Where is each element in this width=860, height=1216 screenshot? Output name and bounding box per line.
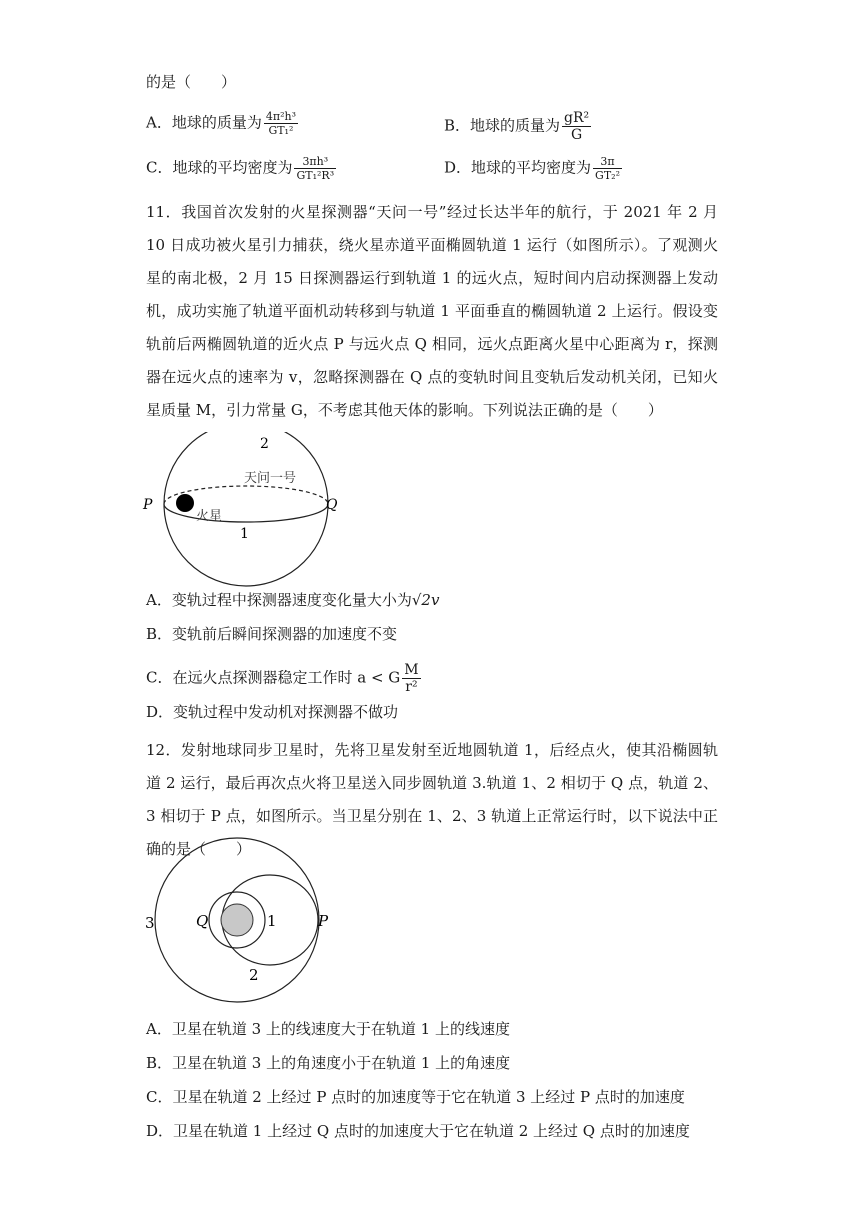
formula-fraction: $\frac{\text{4π²h³}}{\text{GT₁²}}$ [265, 110, 296, 137]
label-q: Q [326, 497, 338, 513]
mars-dot [176, 494, 194, 512]
q10-option-c: C．地球的平均密度为 $\frac{\text{3πh³}}{\text{GT₁²R³}}$ [146, 155, 335, 182]
label-p: P [318, 912, 329, 930]
formula-fraction: $\frac{\text{3πh³}}{\text{GT₁²R³}}$ [296, 155, 335, 182]
q10-option-b: B．地球的质量为 $\frac{\text{gR²}}{G}$ [444, 110, 590, 143]
q12-option-a: A．卫星在轨道 3 上的线速度大于在轨道 1 上的线速度 [146, 1020, 510, 1038]
label-orbit-2: 2 [249, 966, 259, 984]
q10-option-d: D．地球的平均密度为 $\frac{3\pi}{\text{GT₂²}}$ [444, 155, 620, 182]
q12-stem: 12．发射地球同步卫星时，先将卫星发射至近地圆轨道 1，后经点火，使其沿椭圆轨道 2 运行，最后再次点火将卫星送入同步圆轨道 3.轨道 1、2 相切于 Q 点，轨道 2、3 相切于 P 点，如图所示。当卫星分别在 1、2、3 轨道上正常运行时，以下说法中正确的是（ ） [146, 741, 718, 858]
q11-orbit-figure [140, 432, 350, 592]
label-mars: 火星 [196, 509, 223, 524]
q11-option-d: D．变轨过程中发动机对探测器不做功 [146, 703, 399, 721]
q10-option-a: A．地球的质量为 $\frac{\text{4π²h³}}{\text{GT₁²}}$ [146, 110, 296, 137]
formula-fraction: $\frac{3\pi}{\text{GT₂²}}$ [595, 155, 620, 182]
label-orbit-1: 1 [267, 912, 277, 930]
q11-option-c: C．在远火点探测器稳定工作时 a < G $\frac{M}{\text{r²}}$ [146, 662, 419, 695]
q12-option-d: D．卫星在轨道 1 上经过 Q 点时的加速度大于它在轨道 2 上经过 Q 点时的加速度 [146, 1122, 690, 1140]
label-orbit-2: 2 [260, 436, 269, 452]
formula-fraction: $\frac{M}{\text{r²}}$ [404, 662, 419, 695]
label-orbit-3: 3 [145, 914, 155, 932]
q12-option-c: C．卫星在轨道 2 上经过 P 点时的加速度等于它在轨道 3 上经过 P 点时的加速度 [146, 1088, 685, 1106]
question-stem-tail: 的是（ ） [146, 73, 237, 91]
q12-orbit-figure [140, 830, 340, 1010]
label-orbit-1: 1 [240, 526, 249, 542]
label-q: Q [196, 912, 209, 930]
label-p: P [143, 497, 153, 513]
label-probe: 天问一号 [244, 471, 297, 486]
q11-option-a: A．变轨过程中探测器速度变化量大小为√2v [146, 591, 440, 609]
q11-option-b: B．变轨前后瞬间探测器的加速度不变 [146, 625, 398, 643]
earth [221, 904, 253, 936]
formula-fraction: $\frac{\text{gR²}}{G}$ [564, 110, 590, 143]
q12-option-b: B．卫星在轨道 3 上的角速度小于在轨道 1 上的角速度 [146, 1054, 511, 1072]
q11-stem: 11．我国首次发射的火星探测器“天问一号”经过长达半年的航行，于 2021 年 2 月 10 日成功被火星引力捕获，绕火星赤道平面椭圆轨道 1 运行（如图所示）。了观测火星的南北极，2 月 15 日探测器运行到轨道 1 的远火点，短时间内启动探测器上发动机，成功实施了轨道平面机动转移到与轨道 1 平面垂直的椭圆轨道 2 上运行。假设变轨前后两椭圆轨道的近火点 P 与远火点 Q 相同，远火点距离火星中心距离为 r，探测器在远火点的速率为 v，忽略探测器在 Q 点的变轨时间且变轨后发动机关闭，已知火星质量 M，引力常量 G，不考虑其他天体的影响。下列说法正确的是（ ） [146, 203, 718, 419]
